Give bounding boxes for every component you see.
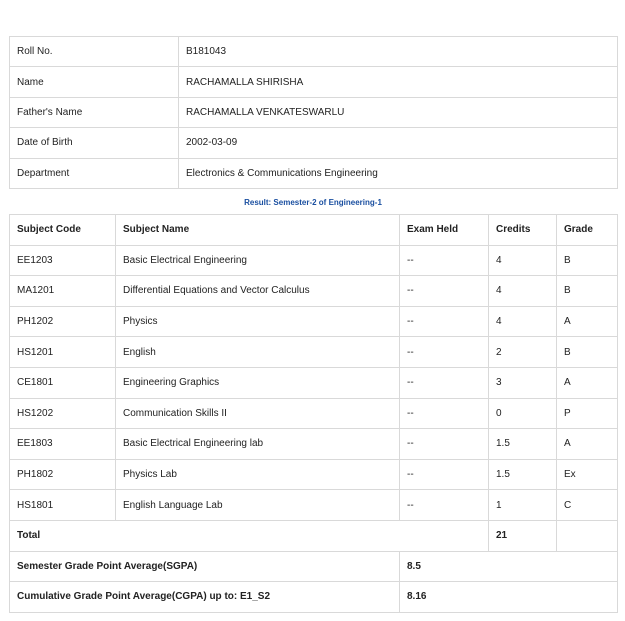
- credits-cell: 1: [489, 490, 557, 521]
- cgpa-value: 8.16: [400, 582, 618, 613]
- subject-row: [10, 398, 618, 429]
- subject-name-cell: Differential Equations and Vector Calculus: [116, 276, 400, 307]
- credits-cell: 4: [489, 276, 557, 307]
- student-detail-value: Electronics & Communications Engineering: [179, 158, 618, 188]
- credits-cell: 0: [489, 398, 557, 429]
- header-grade: Grade: [557, 215, 618, 246]
- result-header-row: [10, 215, 618, 246]
- subject-code-cell: PH1202: [10, 306, 116, 337]
- subject-row: [10, 306, 618, 337]
- subject-name-cell: English Language Lab: [116, 490, 400, 521]
- subject-name-cell: Physics: [116, 306, 400, 337]
- student-detail-label: Department: [10, 158, 179, 188]
- credits-cell: 2: [489, 337, 557, 368]
- subject-code-cell: PH1802: [10, 459, 116, 490]
- exam-held-cell: --: [400, 276, 489, 307]
- total-grade-empty: [557, 520, 618, 551]
- student-detail-row: [10, 158, 618, 188]
- student-detail-value: B181043: [179, 37, 618, 67]
- sgpa-row: [10, 551, 618, 582]
- grade-cell: C: [557, 490, 618, 521]
- header-subject-name: Subject Name: [116, 215, 400, 246]
- exam-held-cell: --: [400, 459, 489, 490]
- grade-cell: Ex: [557, 459, 618, 490]
- subject-name-cell: Basic Electrical Engineering: [116, 245, 400, 276]
- subject-row: [10, 245, 618, 276]
- subject-row: [10, 367, 618, 398]
- header-subject-code: Subject Code: [10, 215, 116, 246]
- student-detail-row: [10, 128, 618, 158]
- subject-row: [10, 276, 618, 307]
- credits-cell: 4: [489, 306, 557, 337]
- student-detail-label: Roll No.: [10, 37, 179, 67]
- subject-name-cell: English: [116, 337, 400, 368]
- grade-cell: P: [557, 398, 618, 429]
- exam-held-cell: --: [400, 429, 489, 460]
- cgpa-label: Cumulative Grade Point Average(CGPA) up to: E1_S2: [10, 582, 400, 613]
- total-row: [10, 520, 618, 551]
- subject-row: [10, 337, 618, 368]
- student-detail-label: Name: [10, 67, 179, 97]
- grade-cell: A: [557, 306, 618, 337]
- exam-held-cell: --: [400, 306, 489, 337]
- student-detail-label: Father's Name: [10, 97, 179, 127]
- credits-cell: 1.5: [489, 459, 557, 490]
- subject-code-cell: HS1801: [10, 490, 116, 521]
- student-detail-row: [10, 67, 618, 97]
- credits-cell: 1.5: [489, 429, 557, 460]
- subject-row: [10, 459, 618, 490]
- subject-code-cell: EE1803: [10, 429, 116, 460]
- credits-cell: 3: [489, 367, 557, 398]
- student-details-table: [9, 36, 618, 189]
- cgpa-row: [10, 582, 618, 613]
- exam-held-cell: --: [400, 337, 489, 368]
- subject-code-cell: EE1203: [10, 245, 116, 276]
- subject-name-cell: Communication Skills II: [116, 398, 400, 429]
- exam-held-cell: --: [400, 490, 489, 521]
- grade-cell: B: [557, 245, 618, 276]
- student-detail-label: Date of Birth: [10, 128, 179, 158]
- grade-cell: B: [557, 337, 618, 368]
- subject-name-cell: Engineering Graphics: [116, 367, 400, 398]
- student-detail-value: 2002-03-09: [179, 128, 618, 158]
- grade-cell: B: [557, 276, 618, 307]
- student-detail-row: [10, 97, 618, 127]
- subject-code-cell: MA1201: [10, 276, 116, 307]
- subject-code-cell: CE1801: [10, 367, 116, 398]
- header-credits: Credits: [489, 215, 557, 246]
- subject-name-cell: Physics Lab: [116, 459, 400, 490]
- total-credits: 21: [489, 520, 557, 551]
- student-detail-value: RACHAMALLA SHIRISHA: [179, 67, 618, 97]
- student-detail-row: [10, 37, 618, 67]
- sgpa-label: Semester Grade Point Average(SGPA): [10, 551, 400, 582]
- student-detail-value: RACHAMALLA VENKATESWARLU: [179, 97, 618, 127]
- subject-row: [10, 429, 618, 460]
- result-caption: Result: Semester-2 of Engineering-1: [244, 198, 382, 207]
- exam-held-cell: --: [400, 367, 489, 398]
- credits-cell: 4: [489, 245, 557, 276]
- grade-cell: A: [557, 367, 618, 398]
- sgpa-value: 8.5: [400, 551, 618, 582]
- exam-held-cell: --: [400, 245, 489, 276]
- subject-code-cell: HS1201: [10, 337, 116, 368]
- total-label: Total: [10, 520, 489, 551]
- subject-code-cell: HS1202: [10, 398, 116, 429]
- result-table: [9, 214, 618, 613]
- subject-row: [10, 490, 618, 521]
- grade-cell: A: [557, 429, 618, 460]
- exam-held-cell: --: [400, 398, 489, 429]
- subject-name-cell: Basic Electrical Engineering lab: [116, 429, 400, 460]
- header-exam-held: Exam Held: [400, 215, 489, 246]
